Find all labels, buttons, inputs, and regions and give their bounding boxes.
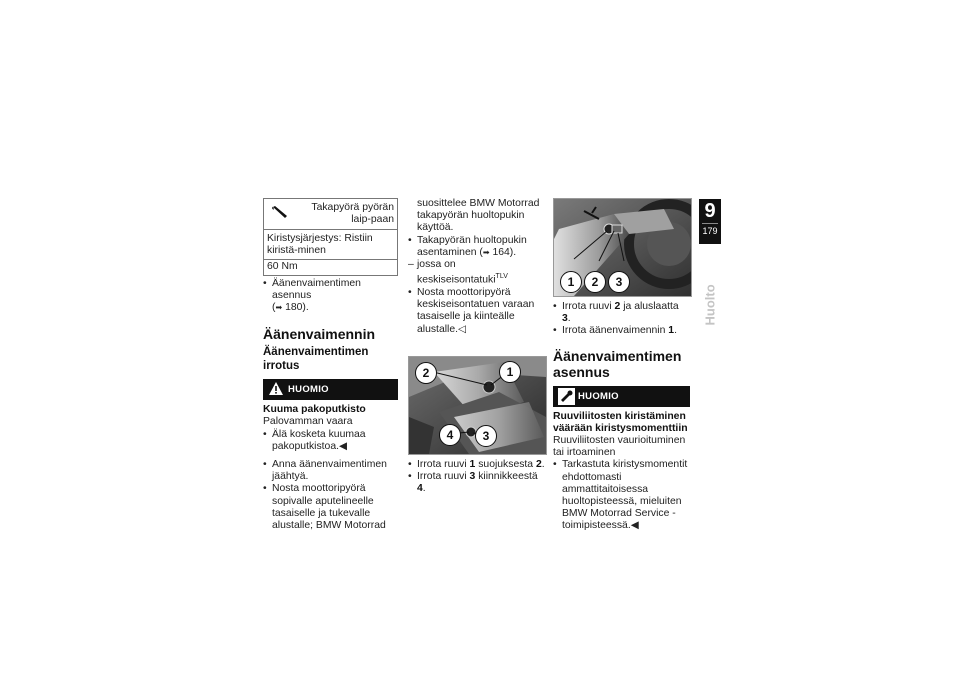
list-item: • Älä kosketa kuumaa pakoputkistoa.◀ — [263, 429, 398, 453]
steps-list — [408, 459, 545, 496]
list-item: – jossa on keskiseisontatuki$^{TLV}$ — [408, 259, 545, 287]
callout-2: 2 — [415, 362, 437, 384]
warning-heading: Kuuma pakoputkisto — [263, 404, 366, 416]
column-2 — [408, 198, 545, 495]
spec-label-row — [264, 199, 397, 230]
arrow-icon: ➡ — [482, 247, 490, 257]
wrench-notice-icon — [558, 388, 575, 405]
arrow-icon: ➡ — [275, 303, 283, 313]
section-title: Äänenvaimentimen asennus — [553, 347, 682, 380]
chapter-tab — [699, 199, 721, 244]
list-item: • Irrota ruuvi 1 suojuksesta 2. — [408, 459, 545, 471]
wrench-icon — [272, 205, 290, 219]
intro-list — [263, 278, 398, 315]
sub-title: Äänenvaimentimen irrotus — [263, 346, 369, 373]
list-item: • Irrota äänenvaimennin 1. — [553, 325, 690, 337]
column-3 — [553, 198, 690, 533]
list-item: • Nosta moottoripyörä keskiseisontatuen varaan tasaiselle ja kiinteälle alustalle.◁ — [408, 287, 545, 336]
warning-heading: Ruuviliitosten kiristäminen väärään kiristysmomenttiin — [553, 410, 688, 434]
list-item: • Irrota ruuvi 2 ja aluslaatta 3. — [553, 301, 690, 325]
list-item: • Takapyörän huoltopukin asentaminen (➡ 164). — [408, 235, 545, 259]
warning-text: Ruuviliitosten vaurioituminen tai irtoaminen — [553, 435, 686, 459]
column-1 — [263, 198, 398, 532]
callout-3: 3 — [475, 425, 497, 447]
warning-label: HUOMIO — [288, 384, 329, 396]
page-number: 179 — [702, 226, 718, 236]
exhaust-photo-1 — [408, 356, 547, 455]
torque-spec-table — [263, 198, 398, 276]
warning-banner — [553, 386, 690, 407]
warning-list — [553, 459, 690, 532]
section-title: Äänenvaimennin — [263, 326, 376, 343]
warning-label: HUOMIO — [578, 390, 619, 402]
warning-list — [263, 429, 398, 453]
callout-4: 4 — [439, 424, 461, 446]
chapter-number: 9 — [704, 200, 716, 222]
list-item: suosittelee BMW Motorrad takapyörän huoltopukin käyttöä. — [417, 198, 540, 234]
spec-label: Takapyörä pyörän laip-paan — [311, 202, 394, 225]
list-item: • Nosta moottoripyörä sopivalle aputelineelle tasaiselle ja tukevalle alustalle; BMW Motorrad — [263, 483, 398, 532]
list-item: • Tarkastuta kiristysmomentit ehdottomasti ammattitaitoisessa huoltopisteessä, mieluiten BMW Motorrad Service -toimipisteessä.◀ — [553, 459, 690, 532]
spec-sequence: Kiristysjärjestys: Ristiin kiristä-minen — [264, 230, 397, 260]
list-item: • Irrota ruuvi 3 kiinnikkeestä 4. — [408, 471, 545, 495]
callout-1: 1 — [560, 271, 582, 293]
steps-list — [553, 301, 690, 338]
steps-list — [263, 459, 398, 532]
callout-1: 1 — [499, 361, 521, 383]
list-item: • Äänenvaimentimen asennus (➡ 180). — [263, 278, 398, 315]
warning-banner — [263, 379, 398, 400]
exhaust-photo-2 — [553, 198, 692, 297]
warning-text: Palovamman vaara — [263, 416, 353, 428]
chapter-title: Huolto — [702, 284, 718, 326]
continued-list — [408, 198, 545, 336]
warning-triangle-icon — [268, 381, 284, 396]
list-item: • Anna äänenvaimentimen jäähtyä. — [263, 459, 398, 483]
callout-3: 3 — [608, 271, 630, 293]
spec-value: 60 Nm — [267, 261, 298, 273]
callout-2: 2 — [584, 271, 606, 293]
